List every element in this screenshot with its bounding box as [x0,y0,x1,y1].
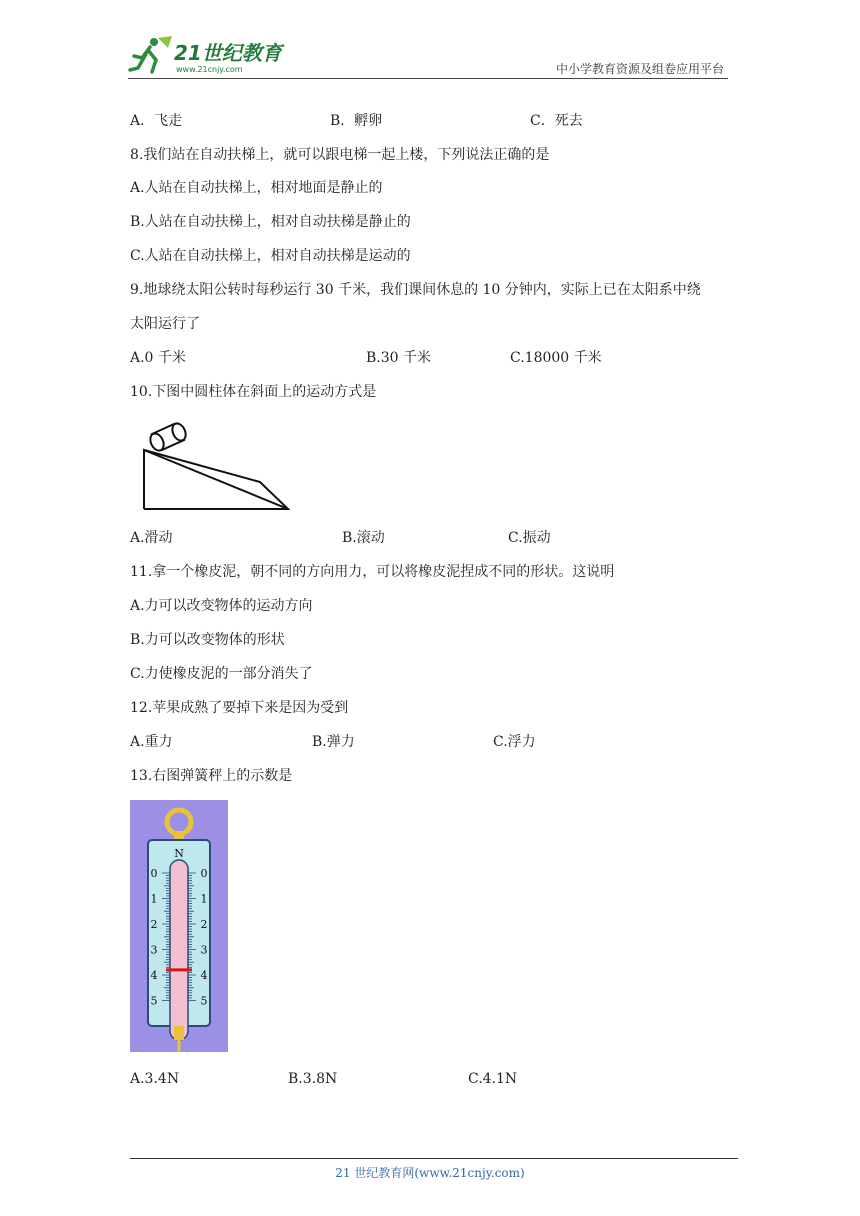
header-divider [128,78,728,79]
q13-option-c: C.4.1N [468,1071,518,1087]
scale-tick-label: 2 [200,918,208,931]
scale-tick-label: 0 [200,867,208,880]
footer-divider [130,1158,738,1159]
q12-option-b: B.弹力 [312,734,355,750]
scale-tick-label: 4 [200,969,208,982]
q8-option-b: B.人站在自动扶梯上，相对自动扶梯是静止的 [130,214,411,230]
q9-stem-line1: 9.地球绕太阳公转时每秒运行 30 千米，我们课间休息的 10 分钟内，实际上已在太阳系中绕 [130,282,701,298]
platform-name: 中小学教育资源及组卷应用平台 [555,62,724,76]
q10-option-a: A.滑动 [130,530,173,546]
spring-scale-figure [130,800,228,1056]
scale-tick-label: 4 [150,969,158,982]
q11-option-c: C.力使橡皮泥的一部分消失了 [130,666,313,682]
q11-option-b: B.力可以改变物体的形状 [130,632,285,648]
scale-unit-label: N [174,847,184,860]
q7-option-c: C．死去 [530,113,583,129]
q8-stem: 8.我们站在自动扶梯上，就可以跟电梯一起上楼，下列说法正确的是 [130,147,550,163]
q8-option-a: A.人站在自动扶梯上，相对地面是静止的 [130,180,383,196]
scale-hook-stem [174,1026,184,1040]
q9-option-b: B.30 千米 [366,350,432,366]
q11-option-a: A.力可以改变物体的运动方向 [130,598,313,614]
runner-icon [130,36,172,72]
scale-tick-label: 2 [150,918,158,931]
q7-option-b: B．孵卵 [330,113,383,129]
q13-option-a: A.3.4N [130,1071,180,1087]
scale-tick-label: 3 [200,943,208,957]
scale-tick-label: 0 [150,867,158,880]
scale-tick-label: 5 [150,994,158,1008]
q12-option-c: C.浮力 [493,734,536,750]
q7-option-a: A．飞走 [130,113,183,129]
scale-tick-label: 5 [200,994,208,1008]
footer-text: 21 世纪教育网(www.21cnjy.com) [335,1166,525,1180]
q12-stem: 12.苹果成熟了要掉下来是因为受到 [130,700,349,716]
q12-option-a: A.重力 [130,734,173,750]
logo-text: 21世纪教育 [174,41,282,65]
q10-stem: 10.下图中圆柱体在斜面上的运动方式是 [130,384,377,400]
q10-option-c: C.振动 [508,530,551,546]
scale-tick-label: 1 [200,892,208,906]
logo-url: www.21cnjy.com [176,65,243,74]
q8-option-c: C.人站在自动扶梯上，相对自动扶梯是运动的 [130,248,411,264]
q13-option-b: B.3.8N [288,1071,338,1087]
q10-option-b: B.滚动 [342,530,385,546]
q9-option-c: C.18000 千米 [510,350,602,366]
scale-tube [170,860,188,1040]
q9-stem-line2: 太阳运行了 [130,316,200,332]
site-logo [128,34,298,78]
cylinder-shape [148,421,188,452]
q9-option-a: A.0 千米 [130,350,186,366]
q13-stem: 13.右图弹簧秤上的示数是 [130,768,293,784]
incline-cylinder-figure [138,416,294,518]
scale-tick-label: 1 [150,892,158,906]
scale-tick-label: 3 [150,943,158,957]
q11-stem: 11.拿一个橡皮泥，朝不同的方向用力，可以将橡皮泥捏成不同的形状。这说明 [130,564,615,580]
incline-ramp [144,450,288,509]
